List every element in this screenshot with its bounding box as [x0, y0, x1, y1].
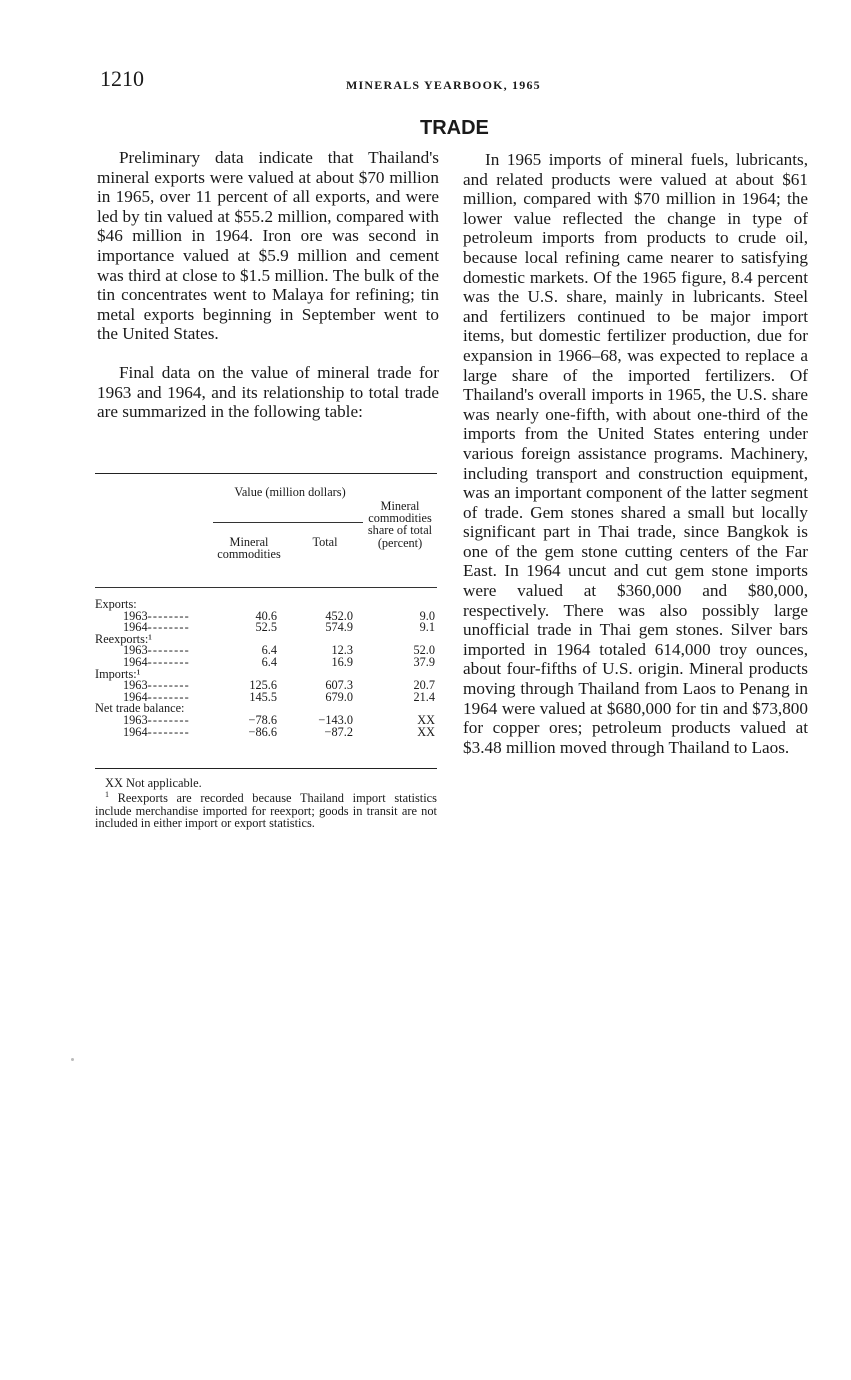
mineral-value: 52.5 — [255, 620, 277, 635]
total-value: 607.3 — [325, 678, 353, 693]
scan-speck — [71, 1058, 74, 1061]
row-leader-dots: -------- — [147, 724, 190, 739]
share-value: 37.9 — [413, 655, 435, 669]
total-value: −87.2 — [324, 724, 353, 739]
row-label-text: 1963 — [123, 678, 148, 693]
table-header-rule — [95, 587, 437, 588]
row-label-text: Imports:¹ — [95, 666, 141, 681]
share-value: 52.0 — [413, 643, 435, 658]
share-value: XX — [417, 713, 435, 727]
row-label-text: Net trade balance: — [95, 701, 185, 716]
row-leader-dots: -------- — [147, 713, 190, 727]
mineral-column-header: Mineral commodities — [217, 535, 281, 562]
row-label-text: 1964 — [123, 620, 148, 635]
table-top-rule — [95, 473, 437, 474]
table-row — [95, 726, 437, 738]
mineral-value: 145.5 — [249, 689, 277, 704]
share-column-header: Mineral commodities share of total (percent) — [367, 499, 433, 550]
row-label-text: Exports: — [95, 597, 137, 611]
mineral-value: −86.6 — [248, 724, 277, 739]
total-value: 679.0 — [325, 689, 353, 704]
mineral-value: −78.6 — [248, 713, 277, 727]
mineral-value: 125.6 — [249, 678, 277, 693]
mineral-value: 6.4 — [261, 643, 277, 658]
left-column — [97, 148, 439, 422]
footnote-reexports — [95, 789, 437, 829]
footnote-mark: 1 — [105, 790, 109, 800]
paragraph-exports: Preliminary data indicate that Thailand's mineral exports were valued at about $70 million in 1965, over 11 percent of all exports, and were led by tin valued at $55.2 million, compared with $46 million in 1964. Iron ore was second in importance valued at $5.9 million and cement was third at close to $1.5 million. The bulk of the tin concentrates went to Malaya for refining; tin metal exports beginning in September went to the United States. — [97, 148, 439, 344]
footnote-reexports-text: Reexports are recorded because Thailand import statistics include merchandise imported for reexport; goods in transit are not included in either import or export statistics. — [95, 791, 437, 831]
row-label-text: 1964 — [123, 724, 148, 739]
row-leader-dots: -------- — [147, 608, 190, 623]
share-value: XX — [417, 724, 435, 739]
row-label — [123, 726, 190, 738]
table-bottom-rule — [95, 768, 437, 769]
share-value: 21.4 — [413, 689, 435, 704]
row-label-text: 1963 — [123, 608, 148, 623]
total-value: 452.0 — [325, 608, 353, 623]
row-label-text: 1963 — [123, 713, 148, 727]
trade-table — [95, 478, 437, 768]
mineral-value: 40.6 — [255, 608, 277, 623]
row-leader-dots: -------- — [147, 678, 190, 693]
total-value: 574.9 — [325, 620, 353, 635]
page-number: 1210 — [100, 66, 144, 91]
table-footnotes — [95, 777, 437, 830]
total-value: 12.3 — [331, 643, 353, 658]
row-leader-dots: -------- — [147, 643, 190, 658]
section-title: TRADE — [420, 117, 489, 139]
row-label-text: Reexports:¹ — [95, 631, 152, 646]
right-column — [463, 150, 808, 757]
mineral-value: 6.4 — [261, 655, 277, 669]
running-head: MINERALS YEARBOOK, 1965 — [346, 78, 541, 92]
value-group-rule — [213, 522, 363, 523]
share-value: 9.1 — [419, 620, 435, 635]
paragraph-table-intro: Final data on the value of mineral trade for 1963 and 1964, and its relationship to total trade are summarized in the following table: — [97, 362, 439, 422]
paragraph-imports: In 1965 imports of mineral fuels, lubricants, and related products were valued at about $61 million, compared with $70 million in 1964; the lower value reflected the change in type of petroleum imports from products to crude oil, because local refining came nearer to satisfying domestic markets. Of the 1965 figure, 8.4 percent was the U.S. share, mainly in lubricants. Steel and fertilizers continued to be major import items, but domestic fertilizer production, due for expansion in 1966–68, was expected to replace a large share of the imported fertilizers. Of Thailand's overall imports in 1965, the U.S. share was nearly one-fifth, with about one-third of the imports from the United States entering under various foreign assistance programs. Machinery, including transport and construction equipment, was an important component of the latter segment of trade. Gem stones shared a small but locally significant part in Thai trade, since Bangkok is one of the gem stone cutting centers of the Far East. In 1964 uncut and cut gem stone imports were valued at $360,000 and $80,000, respectively. There was also possibly large unofficial trade in Thai gem stones. Silver bars imported in 1964 totaled 614,000 troy ounces, about four-fifths of U.S. origin. Mineral products moving through Thailand from Laos to Penang in 1964 were valued at $680,000 for tin and $73,800 for copper ores; petroleum products valued at $3.48 million moved through Thailand to Laos. — [463, 150, 808, 757]
row-leader-dots: -------- — [147, 620, 190, 635]
value-group-header: Value (million dollars) — [234, 485, 346, 499]
row-label-text: 1963 — [123, 643, 148, 658]
footnote-not-applicable: XX Not applicable. — [105, 776, 202, 790]
share-value: 20.7 — [413, 678, 435, 693]
row-leader-dots: -------- — [147, 655, 190, 669]
total-value: −143.0 — [318, 713, 353, 727]
row-label-text: 1964 — [123, 655, 148, 669]
row-leader-dots: -------- — [147, 689, 190, 704]
total-value: 16.9 — [331, 655, 353, 669]
total-column-header: Total — [312, 535, 338, 549]
table-row — [95, 656, 437, 668]
share-value: 9.0 — [419, 608, 435, 623]
row-label-text: 1964 — [123, 689, 148, 704]
